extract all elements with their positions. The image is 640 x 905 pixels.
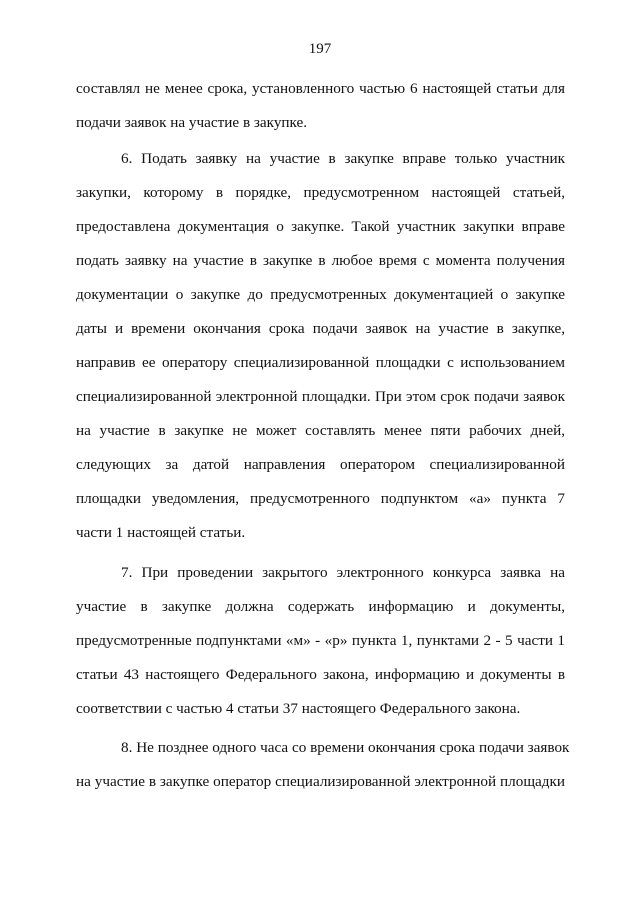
text-line: следующих за датой направления оператором специализированной [76,456,565,473]
paragraph-6 [76,142,565,550]
paragraph-8 [76,731,570,799]
text-line: подать заявку на участие в закупке в любое время с момента получения [76,252,565,269]
text-line: 6. Подать заявку на участие в закупке вправе только участник [121,150,565,167]
paragraph-7 [76,556,565,726]
text-line: предусмотренные подпунктами «м» - «р» пункта 1, пунктами 2 - 5 части 1 [76,632,565,649]
paragraph-continuation [76,72,565,140]
text-line: на участие в закупке не может составлять менее пяти рабочих дней, [76,422,565,439]
text-line: 7. При проведении закрытого электронного конкурса заявка на [121,564,565,581]
text-line: специализированной электронной площадки. При этом срок подачи заявок [76,388,565,405]
text-line: части 1 настоящей статьи. [76,524,246,541]
text-line: участие в закупке должна содержать информацию и документы, [76,598,565,615]
text-line: закупки, которому в порядке, предусмотренном настоящей статьей, [76,184,565,201]
page-number: 197 [308,41,332,57]
text-line: 8. Не позднее одного часа со времени окончания срока подачи заявок [121,739,570,756]
text-line: документации о закупке до предусмотренных документацией о закупке [76,286,565,303]
text-line: статьи 43 настоящего Федерального закона, информацию и документы в [76,666,565,683]
text-line: направив ее оператору специализированной площадки с использованием [76,354,565,371]
text-line: составлял не менее срока, установленного частью 6 настоящей статьи для [76,80,565,97]
text-line: предоставлена документация о закупке. Такой участник закупки вправе [76,218,565,235]
text-line: соответствии с частью 4 статьи 37 настоящего Федерального закона. [76,700,521,717]
text-line: даты и времени окончания срока подачи заявок на участие в закупке, [76,320,565,337]
text-line: подачи заявок на участие в закупке. [76,114,308,131]
text-line: площадки уведомления, предусмотренного подпунктом «а» пункта 7 [76,490,565,507]
text-line: на участие в закупке оператор специализированной электронной площадки [76,773,565,790]
